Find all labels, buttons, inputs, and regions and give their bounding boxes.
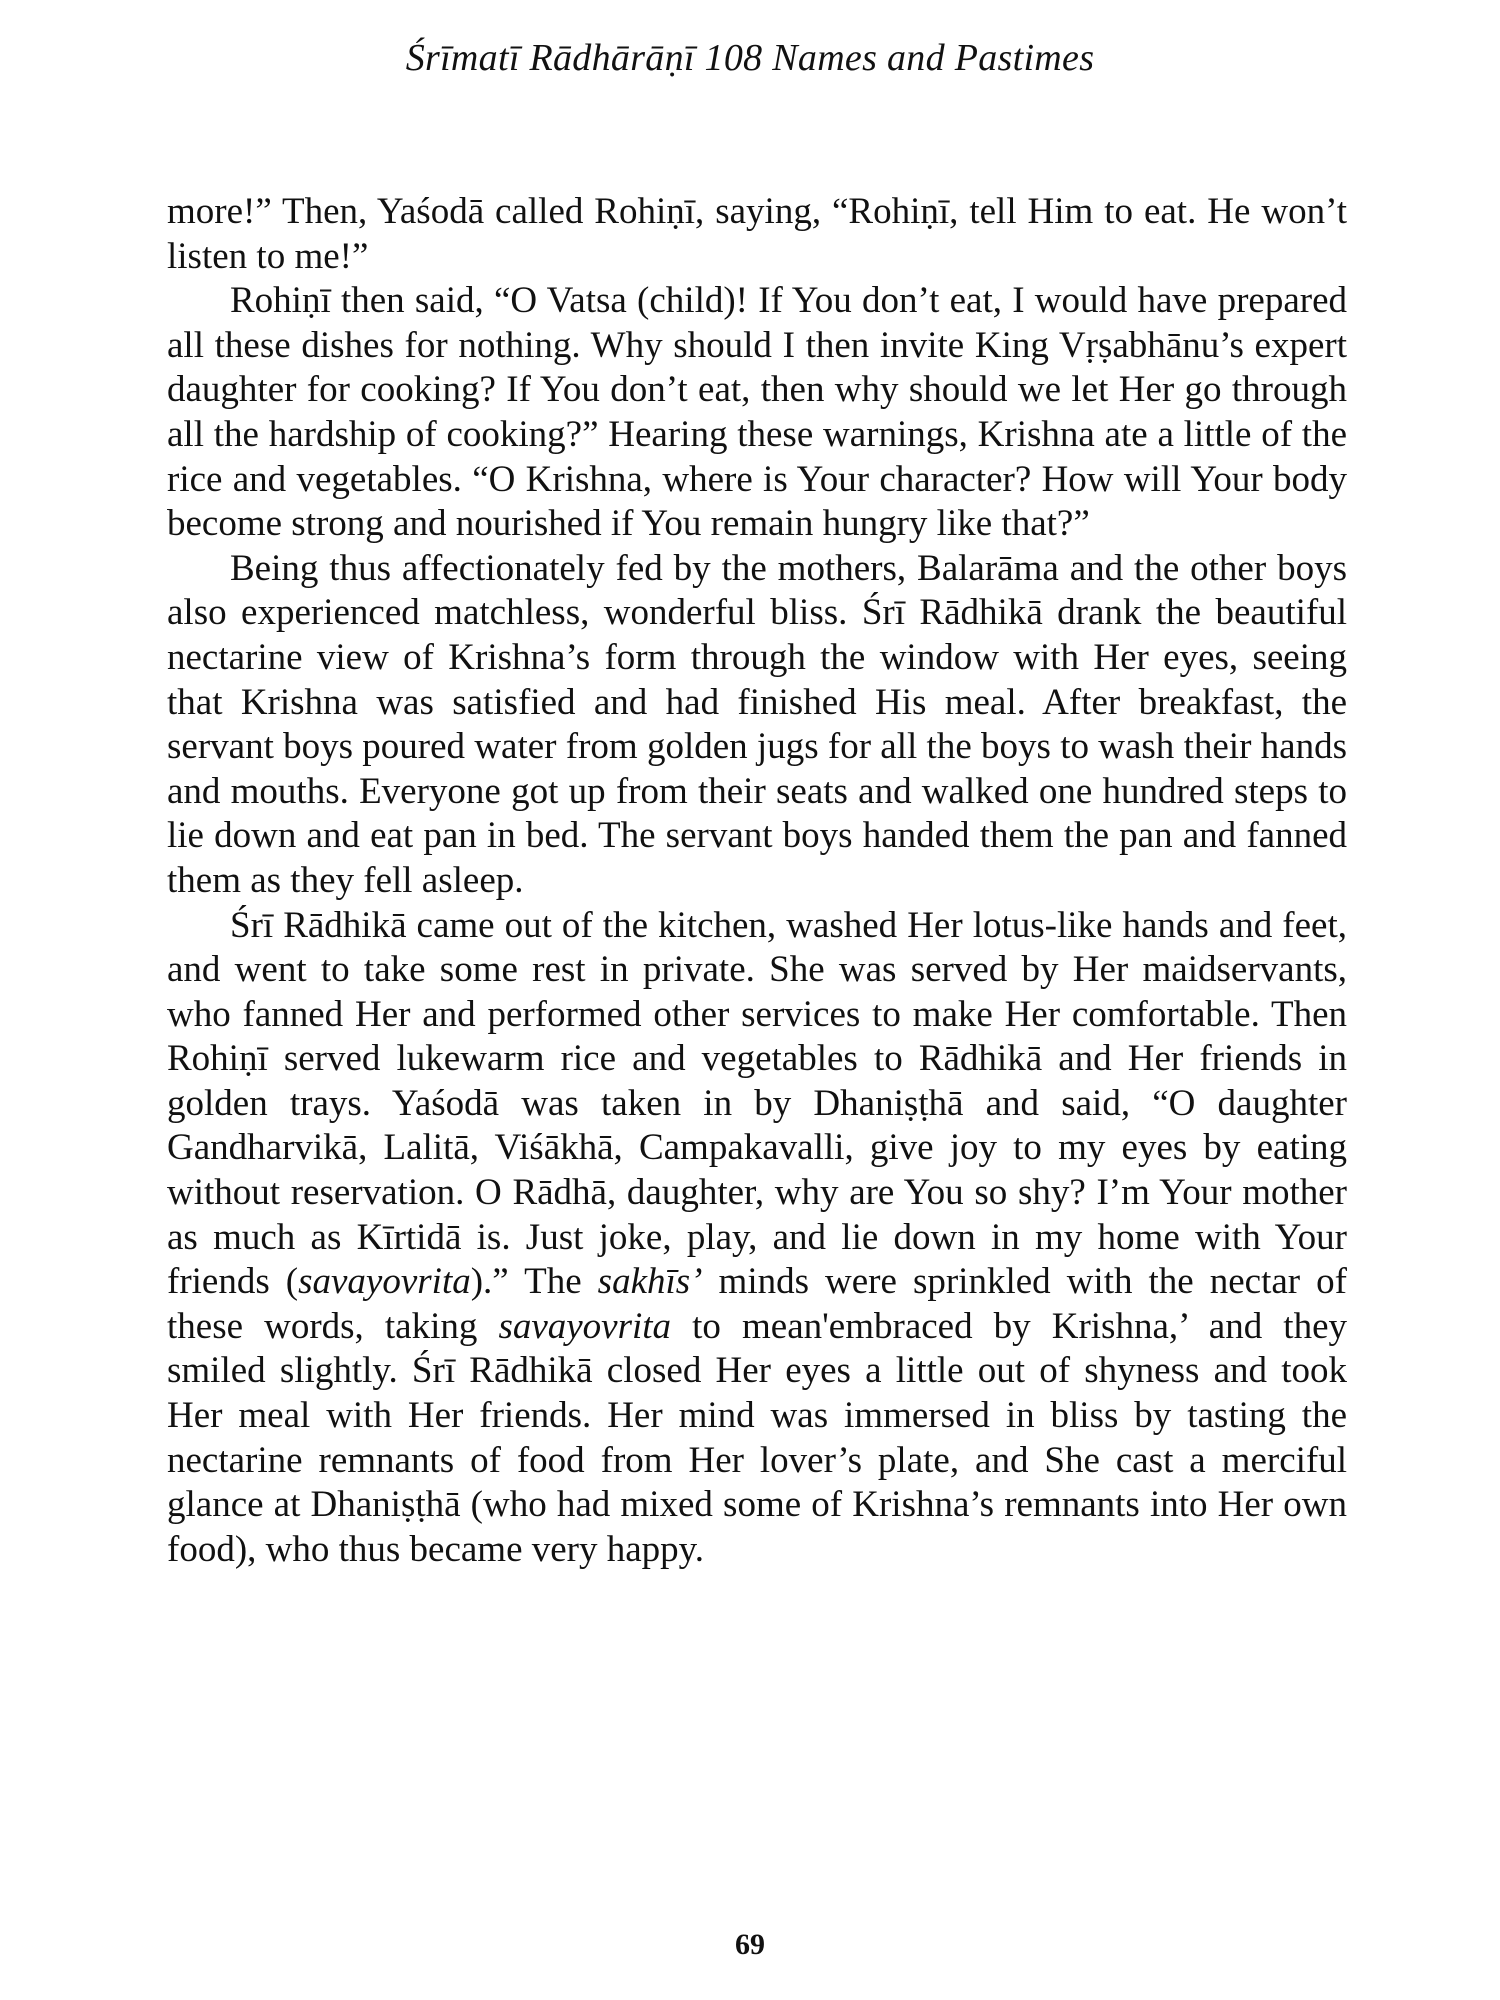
paragraph-4-run: Śrī Rādhikā came out of the kitchen, washed Her lotus-like hands and feet, and went to take some rest in private. She was served by Her maidservants, who fanned Her and performed other services to make Her comfortable. Then Rohiṇī served lukewarm rice and vegetables to Rādhikā and Her friends in golden trays. Yaśodā was taken in by Dhaniṣṭhā and said, “O daughter Gandharvikā, Lalitā, Viśākhā, Campakavalli, give joy to my eyes by eating without reservation. O Rādhā, daughter, why are You so shy? I’m Your mother as much as Kīrtidā is. Just joke, play, and lie down in my home with Your friends (	[167, 904, 1347, 1303]
term-savayovrita: savayovrita	[498, 1305, 672, 1347]
paragraph-2: Rohiṇī then said, “O Vatsa (child)! If You don’t eat, I would have prepared all these dishes for nothing. Why should I then invite King Vṛṣabhānu’s expert daughter for cooking? If You don’t eat, then why should we let Her go through all the hardship of cooking?” Hearing these warnings, Krishna ate a little of the rice and vegetables. “O Krishna, where is Your character? How will Your body become strong and nourished if You remain hungry like that?”	[167, 280, 1347, 545]
term-savayovrita: savayovrita	[298, 1261, 471, 1303]
paragraph-4	[167, 904, 1347, 1573]
term-sakhis: sakhīs’	[597, 1261, 703, 1303]
paragraph-4-run: to mean'embraced by Krishna,’ and they smiled slightly. Śrī Rādhikā closed Her eyes a little out of shyness and took Her meal with Her friends. Her mind was immersed in bliss by tasting the nectarine remnants of food from Her lover’s plate, and She cast a merciful glance at Dhaniṣṭhā (who had mixed some of Krishna’s remnants into Her own food), who thus became very happy.	[167, 1305, 1347, 1570]
body-text	[167, 190, 1347, 1572]
paragraph-4-run: minds were sprinkled with the nectar of these words, taking	[167, 1261, 1347, 1347]
running-head: Śrīmatī Rādhārāṇī 108 Names and Pastimes	[405, 37, 1095, 79]
page-number: 69	[735, 1928, 765, 1961]
paragraph-3: Being thus affectionately fed by the mothers, Balarāma and the other boys also experienced matchless, wonderful bliss. Śrī Rādhikā drank the beautiful nectarine view of Krishna’s form through the window with Her eyes, seeing that Krishna was satisfied and had finished His meal. After breakfast, the servant boys poured water from golden jugs for all the boys to wash their hands and mouths. Everyone got up from their seats and walked one hundred steps to lie down and eat pan in bed. The servant boys handed them the pan and fanned them as they fell asleep.	[167, 547, 1347, 901]
paragraph-4-run: ).” The	[470, 1261, 598, 1303]
paragraph-1: more!” Then, Yaśodā called Rohiṇī, saying, “Rohiṇī, tell Him to eat. He won’t listen to me!”	[167, 191, 1347, 277]
